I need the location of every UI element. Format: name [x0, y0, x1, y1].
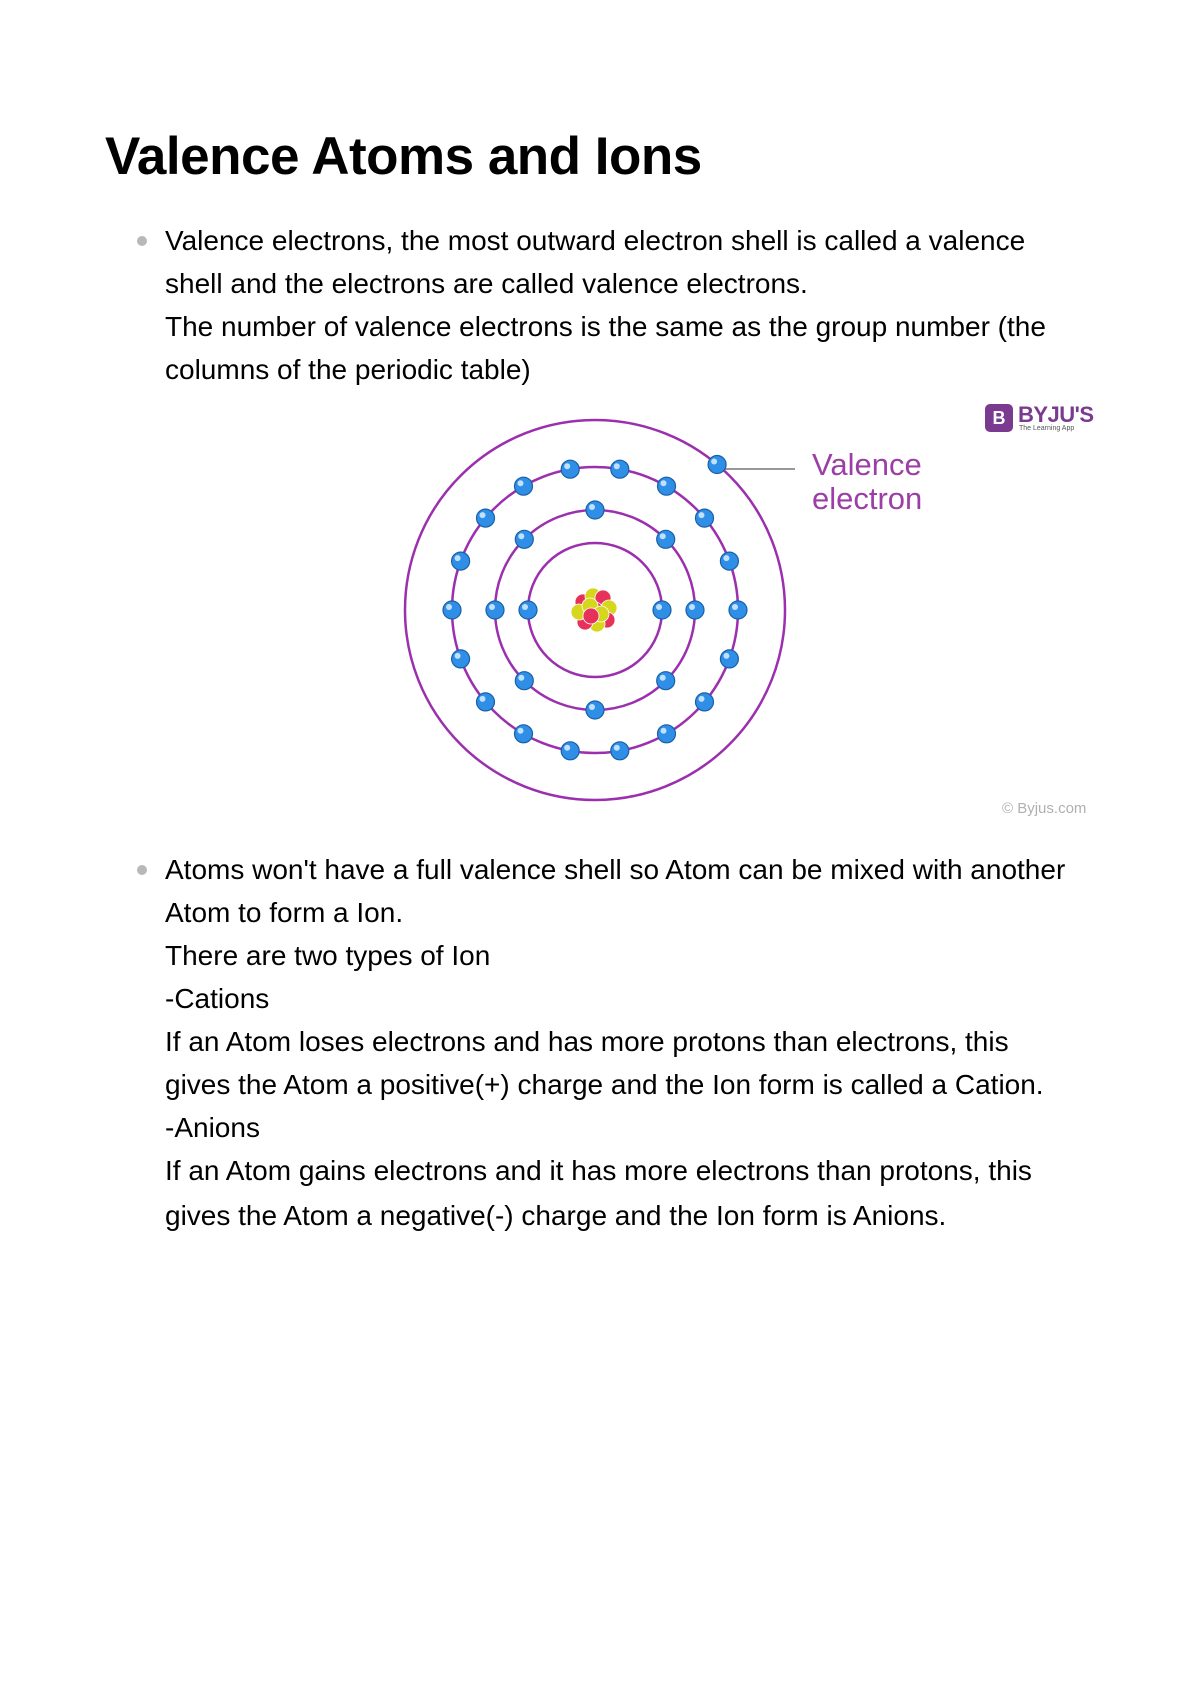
electron-shell-3-highlight [732, 604, 738, 610]
callout-line-2: electron [812, 481, 923, 516]
bullet-text-line: The number of valence electrons is the same as the group number (the [165, 311, 1046, 342]
electron-shell-3 [477, 693, 495, 711]
logo-name: BYJU'S [1018, 402, 1094, 427]
bullet-text-line: -Anions [165, 1112, 260, 1143]
page-title: Valence Atoms and Ions [105, 127, 702, 186]
nucleus [571, 588, 617, 632]
bullet-text-line: gives the Atom a positive(+) charge and the Ion form is called a Cation. [165, 1069, 1044, 1100]
electron-shell-3-highlight [518, 728, 524, 734]
electron-shell-3 [443, 601, 461, 619]
valence-electron-highlight [711, 459, 717, 465]
electron-shell-2-highlight [689, 604, 695, 610]
electron-shell-2-highlight [489, 604, 495, 610]
electron-shell-3 [561, 460, 579, 478]
electron-shell-3-highlight [661, 480, 667, 486]
electron-shell-3-highlight [661, 728, 667, 734]
electron-shell-2-highlight [589, 704, 595, 710]
logo-mark-icon: B [985, 404, 1013, 432]
bullet-text-line: columns of the periodic table) [165, 354, 531, 385]
bullet-text-line: shell and the electrons are called valence electrons. [165, 268, 808, 299]
electron-shell-3 [611, 460, 629, 478]
electron-shell-3 [720, 552, 738, 570]
bullet-dot-icon [137, 236, 147, 246]
valence-electron [708, 456, 726, 474]
electron-shell-3-highlight [480, 512, 486, 518]
bullet-text-line: There are two types of Ion [165, 940, 491, 971]
electron-shell-3-highlight [564, 463, 570, 469]
electron-shell-1 [519, 601, 537, 619]
electron-shell-1-highlight [522, 604, 528, 610]
electron-shell-3-highlight [723, 653, 729, 659]
electron-shell-1 [653, 601, 671, 619]
electron-shell-3 [658, 477, 676, 495]
electron-shell-3-highlight [723, 555, 729, 561]
bullet-text-line: If an Atom gains electrons and it has more electrons than protons, this [165, 1155, 1032, 1186]
electron-shell-3 [696, 509, 714, 527]
bullet-item-valence [165, 219, 1125, 391]
electron-shell-2 [657, 672, 675, 690]
bullet-text-line: Valence electrons, the most outward electron shell is called a valence [165, 225, 1026, 256]
byjus-logo [985, 400, 1095, 436]
electron-shell-3 [729, 601, 747, 619]
electron-shell-2-highlight [518, 675, 524, 681]
bullet-item-ions [165, 848, 1125, 1237]
proton [583, 608, 599, 624]
electron-shell-3 [658, 725, 676, 743]
electron-shell-2-highlight [660, 533, 666, 539]
electron-shell-3 [561, 742, 579, 760]
valence-electron-label [812, 448, 922, 516]
image-credit: © Byjus.com [1002, 800, 1087, 817]
electron-shell-2 [486, 601, 504, 619]
electron-shell-2-highlight [518, 533, 524, 539]
electron-shell-2-highlight [589, 504, 595, 510]
electron-shell-2 [686, 601, 704, 619]
electron-shell-3-highlight [699, 512, 705, 518]
electron-shell-1-highlight [656, 604, 662, 610]
electron-shell-2 [515, 530, 533, 548]
electron-shell-3 [477, 509, 495, 527]
electron-shell-3 [515, 725, 533, 743]
electron-shell-2 [586, 701, 604, 719]
callout-line-1: Valence [812, 447, 922, 482]
electron-shell-3-highlight [564, 745, 570, 751]
electron-shell-3-highlight [446, 604, 452, 610]
electron-shell-3 [611, 742, 629, 760]
bullet-dot-icon [137, 865, 147, 875]
electron-shell-3-highlight [699, 696, 705, 702]
bullet-text-line: Atom to form a Ion. [165, 897, 404, 928]
electron-shell-3 [696, 693, 714, 711]
electron-shell-2 [657, 530, 675, 548]
bullet-text-line: gives the Atom a negative(-) charge and the Ion form is Anions. [165, 1200, 947, 1231]
atom-diagram [395, 400, 795, 820]
electron-shell-2-highlight [660, 675, 666, 681]
electron-shell-3-highlight [518, 480, 524, 486]
electron-shell-2 [586, 501, 604, 519]
bullet-text-line: -Cations [165, 983, 270, 1014]
electron-shell-3-highlight [455, 653, 461, 659]
electron-shell-3 [452, 552, 470, 570]
electron-shell-3-highlight [455, 555, 461, 561]
electron-shell-3-highlight [614, 745, 620, 751]
electron-shell-2 [515, 672, 533, 690]
electron-shell-3 [452, 650, 470, 668]
logo-tagline: The Learning App [1019, 425, 1075, 432]
electron-shell-3 [515, 477, 533, 495]
electron-shell-3 [720, 650, 738, 668]
electron-shell-3-highlight [480, 696, 486, 702]
bullet-text-line: If an Atom loses electrons and has more protons than electrons, this [165, 1026, 1009, 1057]
bullet-text-line: Atoms won't have a full valence shell so Atom can be mixed with another [165, 854, 1066, 885]
electron-shell-3-highlight [614, 463, 620, 469]
